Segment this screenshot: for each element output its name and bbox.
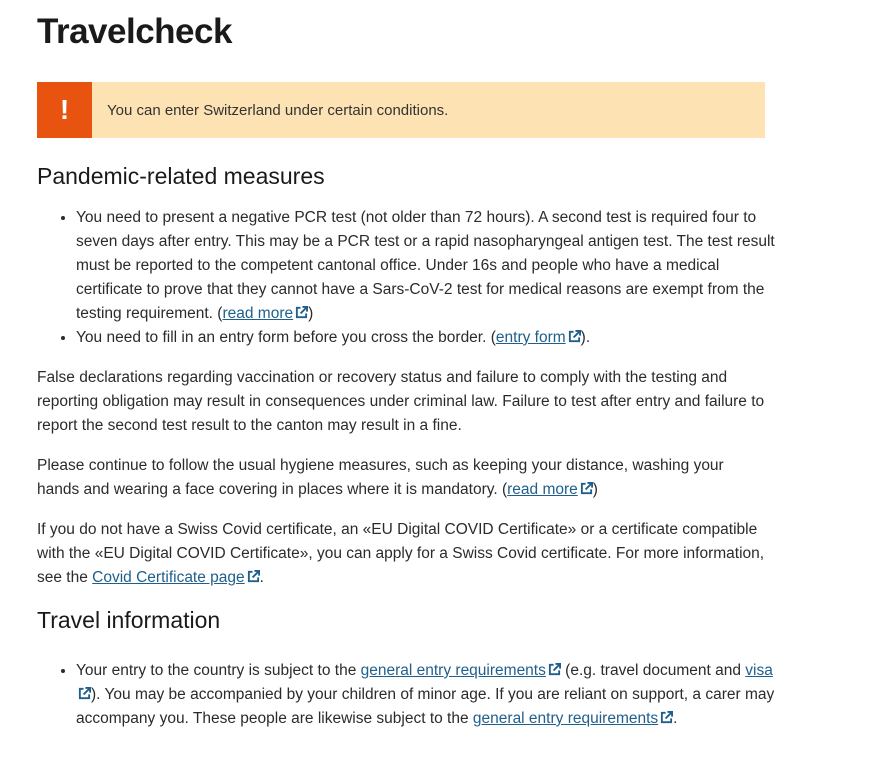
page-title: Travelcheck: [37, 12, 232, 51]
entry-form-link[interactable]: entry form: [495, 329, 566, 346]
travel-heading: Travel information: [37, 607, 221, 633]
external-link-icon: [295, 306, 308, 319]
external-link-icon: [568, 330, 581, 343]
conditions-alert: [37, 82, 765, 138]
general-entry-requirements-link[interactable]: general entry requirements: [360, 662, 546, 679]
external-link-icon: [580, 482, 593, 495]
general-entry-requirements-link-2[interactable]: general entry requirements: [472, 710, 659, 727]
list-item: • You need to present a negative PCR test (not older than 72 hours). A second test is required four to seven days after entry. This may be a PCR test or a rapid nasopharyngeal antigen test. The test result must be reported to the competent cantonal office. Under 16s and people who have a medical certificate to prove that they cannot have a Sars-CoV-2 test for medical reasons are exempt from the testing requirement. (read more ): [76, 206, 776, 326]
covid-certificate-paragraph: If you do not have a Swiss Covid certificate, an «EU Digital COVID Certificate» or a certificate compatible with the «EU Digital COVID Certificate», you can apply for a Swiss Covid certificate. For more information, see the Covid Certificate page .: [37, 521, 765, 586]
external-link-icon: [78, 687, 91, 700]
external-link-icon: [548, 663, 561, 676]
exclamation-icon: !: [37, 82, 92, 138]
list-item: • Your entry to the country is subject to the general entry requirements (e.g. travel document and visa). You may be accompanied by your children of minor age. If you are reliant on support, a carer may accompany you. These people are likewise subject to the general entry requirements .: [76, 659, 776, 731]
covid-certificate-link[interactable]: Covid Certificate page: [92, 569, 245, 586]
external-link-icon: [247, 570, 260, 583]
pandemic-measures-list: [37, 206, 776, 350]
alert-text: You can enter Switzerland under certain conditions.: [107, 101, 449, 119]
false-declarations-paragraph: False declarations regarding vaccination or recovery status and failure to comply with the testing and reporting obligation may result in consequences under criminal law. Failure to test after entry and failure to report the second test result to the canton may result in a fine.: [37, 369, 765, 434]
pandemic-heading: Pandemic-related measures: [37, 163, 325, 189]
visa-link[interactable]: visa: [745, 662, 773, 679]
external-link-icon: [660, 711, 673, 724]
hygiene-read-more-link[interactable]: read more: [507, 481, 578, 498]
hygiene-paragraph: Please continue to follow the usual hygiene measures, such as keeping your distance, washing your hands and wearing a face covering in places where it is mandatory. (read more ): [37, 457, 724, 498]
travel-info-list: [37, 659, 776, 731]
read-more-link[interactable]: read more: [222, 305, 294, 322]
list-item: • You need to fill in an entry form before you cross the border. (entry form ).: [76, 326, 776, 350]
